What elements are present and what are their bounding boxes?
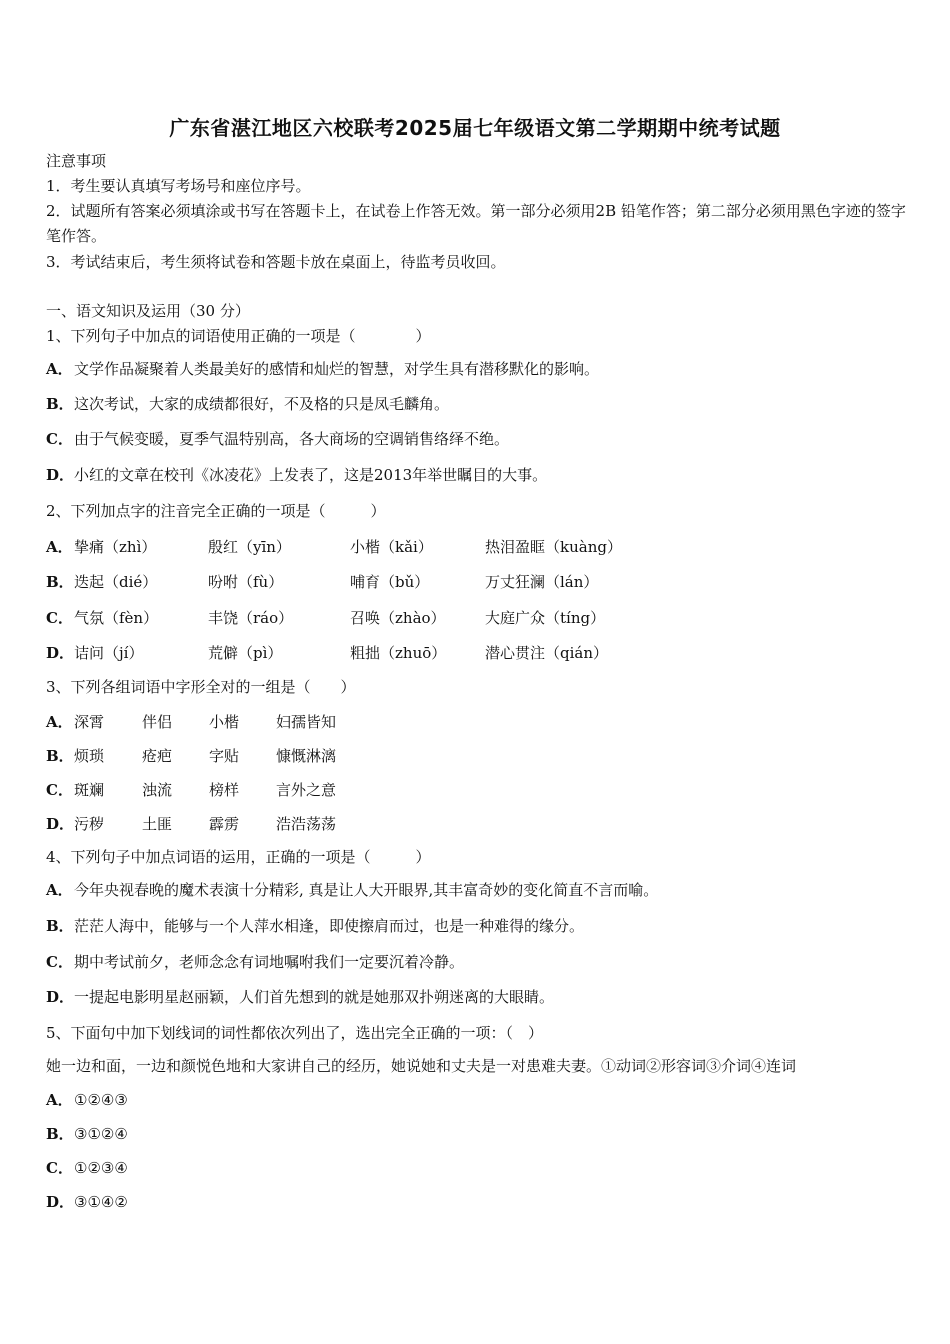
q5-option-a[interactable] (46, 1090, 128, 1110)
q4-option-b[interactable] (46, 916, 584, 936)
q1-option-a[interactable] (46, 359, 599, 379)
q2-a-item: 小楷（kǎi） (350, 538, 433, 556)
q3-b-item: 慷慨淋漓 (276, 747, 337, 765)
q2-a-item: 殷红（yīn） (208, 538, 291, 556)
option-label: B． (46, 1125, 74, 1143)
option-text: ③①②④ (74, 1125, 128, 1143)
q5-option-d[interactable] (46, 1192, 128, 1212)
q3-option-c-label[interactable]: C． (46, 781, 73, 799)
q3-a-item: 妇孺皆知 (276, 713, 337, 731)
option-label: B． (46, 917, 74, 935)
q2-b-item: 哺育（bǔ） (350, 573, 430, 591)
option-label: D． (46, 466, 75, 484)
q3-b-item: 烦琐 (74, 747, 105, 765)
notice-item-3: 3．考试结束后，考生须将试卷和答题卡放在桌面上，待监考员收回。 (46, 253, 506, 271)
option-text: ①②④③ (74, 1091, 128, 1109)
q2-option-c-label[interactable]: C． (46, 609, 73, 627)
q3-d-item: 浩浩荡荡 (276, 815, 337, 833)
q2-c-item: 气氛（fèn） (74, 609, 159, 627)
q3-c-item: 榜样 (209, 781, 240, 799)
option-text: 这次考试，大家的成绩都很好，不及格的只是凤毛麟角。 (74, 395, 450, 413)
q5-stem: 5、下面句中加下划线词的词性都依次列出了，选出完全正确的一项：（ ） (46, 1024, 544, 1042)
q2-d-item: 荒僻（pì） (208, 644, 283, 662)
q2-b-item: 万丈狂澜（lán） (485, 573, 599, 591)
q3-c-item: 浊流 (142, 781, 173, 799)
q3-d-item: 土匪 (142, 815, 173, 833)
q4-option-c[interactable] (46, 952, 464, 972)
q3-stem: 3、下列各组词语中字形全对的一组是（ ） (46, 678, 356, 696)
section-heading: 一、语文知识及运用（30 分） (46, 302, 250, 320)
q2-a-item: 热泪盈眶（kuàng） (485, 538, 622, 556)
exam-title: 广东省湛江地区六校联考2025届七年级语文第二学期期中统考试题 (169, 116, 781, 140)
q4-stem: 4、下列句子中加点词语的运用，正确的一项是（ ） (46, 848, 431, 866)
option-label: A． (46, 360, 73, 378)
option-label: D． (46, 1193, 75, 1211)
option-label: D． (46, 988, 75, 1006)
option-text: 小红的文章在校刊《冰凌花》上发表了，这是2013年举世瞩目的大事。 (74, 466, 548, 484)
q2-b-item: 迭起（dié） (74, 573, 158, 591)
q2-c-item: 召唤（zhào） (350, 609, 446, 627)
q5-option-c[interactable] (46, 1158, 128, 1178)
q3-option-a-label[interactable]: A． (46, 713, 73, 731)
q3-b-item: 疮疤 (142, 747, 173, 765)
notice-item-1: 1．考生要认真填写考场号和座位序号。 (46, 177, 311, 195)
q3-c-item: 言外之意 (276, 781, 337, 799)
option-label: A． (46, 881, 73, 899)
q3-a-item: 伴侣 (142, 713, 173, 731)
q2-stem: 2、下列加点字的注音完全正确的一项是（ ） (46, 502, 386, 520)
q3-d-item: 污秽 (74, 815, 105, 833)
q1-option-d[interactable] (46, 465, 547, 485)
q2-option-d-label[interactable]: D． (46, 644, 75, 662)
option-text: 茫茫人海中，能够与一个人萍水相逢，即使擦肩而过，也是一种难得的缘分。 (74, 917, 585, 935)
option-text: 由于气候变暖，夏季气温特别高，各大商场的空调销售络绎不绝。 (74, 430, 510, 448)
q3-option-b-label[interactable]: B． (46, 747, 74, 765)
option-text: 今年央视春晚的魔术表演十分精彩, 真是让人大开眼界,其丰富奇妙的变化简直不言而喻。 (74, 881, 659, 899)
q2-d-item: 诘问（jí） (74, 644, 144, 662)
q1-option-c[interactable] (46, 429, 509, 449)
q4-option-a[interactable] (46, 880, 658, 900)
option-text: 文学作品凝聚着人类最美好的感情和灿烂的智慧，对学生具有潜移默化的影响。 (74, 360, 600, 378)
q2-d-item: 潜心贯注（qián） (485, 644, 609, 662)
option-text: 一提起电影明星赵丽颖，人们首先想到的就是她那双扑朔迷离的大眼睛。 (74, 988, 555, 1006)
notice-heading: 注意事项 (46, 152, 107, 170)
q2-c-item: 大庭广众（tíng） (485, 609, 606, 627)
option-label: A． (46, 1091, 73, 1109)
q2-option-a-label[interactable]: A． (46, 538, 73, 556)
q2-a-item: 挚痛（zhì） (74, 538, 157, 556)
notice-item-2: 2．试题所有答案必须填涂或书写在答题卡上，在试卷上作答无效。第一部分必须用2B 铅笔作答；第二部分必须用黑色字迹的签字笔作答。 (46, 202, 906, 245)
q2-c-item: 丰饶（ráo） (208, 609, 294, 627)
q3-c-item: 斑斓 (74, 781, 105, 799)
option-label: B． (46, 395, 74, 413)
q2-option-b-label[interactable]: B． (46, 573, 74, 591)
option-label: C． (46, 953, 73, 971)
option-text: 期中考试前夕，老师念念有词地嘱咐我们一定要沉着冷静。 (74, 953, 465, 971)
q2-b-item: 吩咐（fù） (208, 573, 284, 591)
option-text: ③①④② (74, 1193, 128, 1211)
q3-a-item: 小楷 (209, 713, 240, 731)
q3-option-d-label[interactable]: D． (46, 815, 75, 833)
q4-option-d[interactable] (46, 987, 554, 1007)
q3-d-item: 霹雳 (209, 815, 240, 833)
q1-stem: 1、下列句子中加点的词语使用正确的一项是（ ） (46, 327, 431, 345)
q5-sentence: 她一边和面，一边和颜悦色地和大家讲自己的经历，她说她和丈夫是一对患难夫妻。①动词②形容词③介词④连词 (46, 1057, 797, 1075)
q3-a-item: 深霄 (74, 713, 105, 731)
q5-option-b[interactable] (46, 1124, 128, 1144)
q3-b-item: 字贴 (209, 747, 240, 765)
q2-d-item: 粗拙（zhuō） (350, 644, 447, 662)
option-label: C． (46, 430, 73, 448)
option-text: ①②③④ (74, 1159, 128, 1177)
q1-option-b[interactable] (46, 394, 449, 414)
option-label: C． (46, 1159, 73, 1177)
